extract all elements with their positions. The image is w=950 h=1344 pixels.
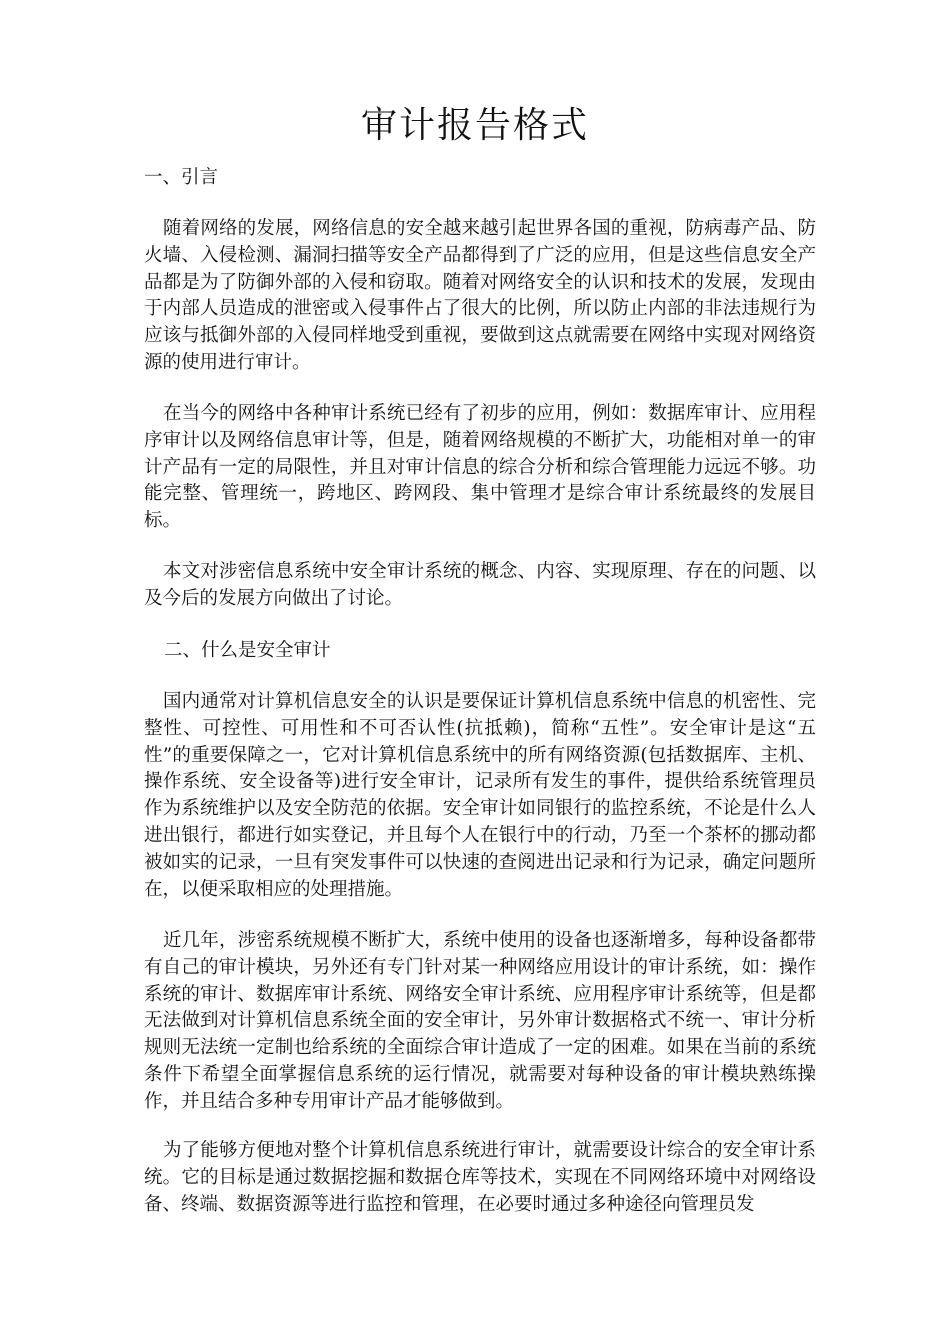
paragraph-5: 近几年，涉密系统规模不断扩大，系统中使用的设备也逐渐增多，每种设备都带有自己的审计模块，另外还有专门针对某一种网络应用设计的审计系统，如：操作系统的审计、数据库审计系统、网络安全审计系统、应用程序审计系统等，但是都无法做到对计算机信息系统全面的安全审计，另外审计数据格式不统一、审计分析规则无法统一定制也给系统的全面综合审计造成了一定的困难。如果在当前的系统条件下希望全面掌握信息系统的运行情况，就需要对每种设备的审计模块熟练操作，并且结合多种专用审计产品才能够做到。 [144, 930, 816, 1112]
paragraph-1: 随着网络的发展，网络信息的安全越来越引起世界各国的重视，防病毒产品、防火墙、入侵检测、漏洞扫描等安全产品都得到了广泛的应用，但是这些信息安全产品都是为了防御外部的入侵和窃取。随着对网络安全的认识和技术的发展，发现由于内部人员造成的泄密或入侵事件占了很大的比例，所以防止内部的非法违规行为应该与抵御外部的入侵同样地受到重视，要做到这点就需要在网络中实现对网络资源的使用进行审计。 [144, 218, 816, 373]
paragraph-3: 本文对涉密信息系统中安全审计系统的概念、内容、实现原理、存在的问题、以及今后的发展方向做出了讨论。 [144, 561, 816, 609]
paragraph-6: 为了能够方便地对整个计算机信息系统进行审计，就需要设计综合的安全审计系统。它的目标是通过数据挖掘和数据仓库等技术，实现在不同网络环境中对网络设备、终端、数据资源等进行监控和管理，在必要时通过多种途径向管理员发 [144, 1140, 816, 1215]
paragraph-4: 国内通常对计算机信息安全的认识是要保证计算机信息系统中信息的机密性、完整性、可控性、可用性和不可否认性(抗抵赖)，简称“五性”。安全审计是这“五性”的重要保障之一，它对计算机信息系统中的所有网络资源(包括数据库、主机、操作系统、安全设备等)进行安全审计，记录所有发生的事件，提供给系统管理员作为系统维护以及安全防范的依据。安全审计如同银行的监控系统，不论是什么人进出银行，都进行如实登记，并且每个人在银行中的行动，乃至一个茶杯的挪动都被如实的记录，一旦有突发事件可以快速的查阅进出记录和行为记录，确定问题所在，以便采取相应的处理措施。 [144, 691, 816, 900]
page-title: 审计报告格式 [360, 105, 589, 146]
section-heading-introduction: 一、引言 [144, 167, 219, 188]
section-heading-security-audit: 二、什么是安全审计 [164, 640, 331, 661]
paragraph-2: 在当今的网络中各种审计系统已经有了初步的应用，例如：数据库审计、应用程序审计以及网络信息审计等，但是，随着网络规模的不断扩大，功能相对单一的审计产品有一定的局限性，并且对审计信息的综合分析和综合管理能力远远不够。功能完整、管理统一，跨地区、跨网段、集中管理才是综合审计系统最终的发展目标。 [144, 403, 816, 532]
